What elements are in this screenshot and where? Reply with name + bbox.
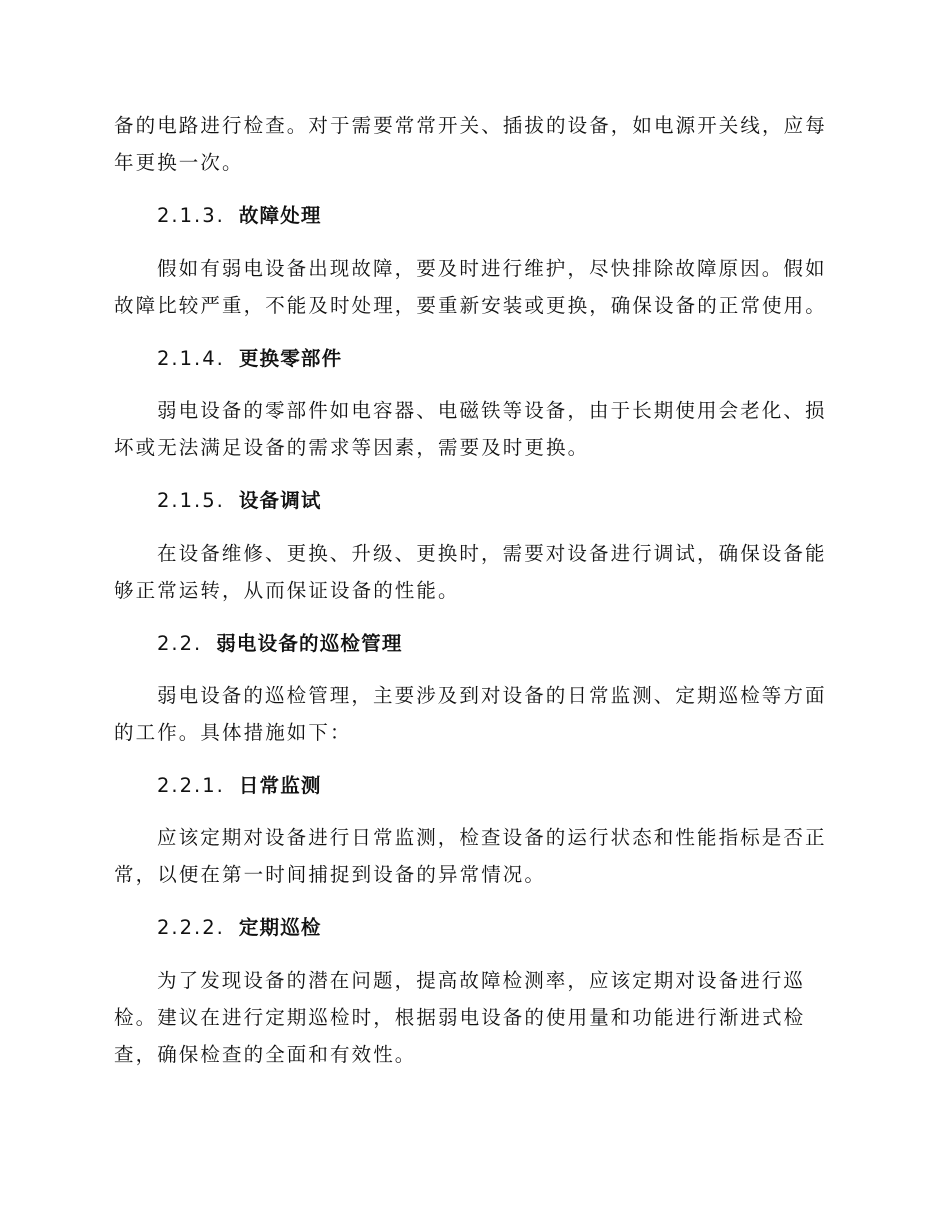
paragraph-line: 查，确保检查的全面和有效性。 [114,1043,417,1066]
section-title: 定期巡检 [238,916,322,939]
paragraph-line: 备的电路进行检查。对于需要常常开关、插拔的设备，如电源开关线，应每 [114,114,827,137]
paragraph-line: 假如有弱电设备出现故障，要及时进行维护，尽快排除故障原因。假如 [157,257,827,280]
paragraph-line: 弱电设备的零部件如电容器、电磁铁等设备，由于长期使用会老化、损 [157,399,827,422]
paragraph-line: 在设备维修、更换、升级、更换时，需要对设备进行调试，确保设备能 [157,542,827,565]
paragraph-line: 为了发现设备的潜在问题，提高故障检测率，应该定期对设备进行巡 [157,969,806,992]
section-number: 2.2.2. [157,916,225,939]
paragraph-line: 坏或无法满足设备的需求等因素，需要及时更换。 [114,436,590,459]
paragraph-line: 的工作。具体措施如下： [114,721,352,744]
section-title: 弱电设备的巡检管理 [216,632,403,655]
paragraph-line: 应该定期对设备进行日常监测，检查设备的运行状态和性能指标是否正 [157,826,827,849]
paragraph-line: 检。建议在进行定期巡检时，根据弱电设备的使用量和功能进行渐进式检 [114,1006,806,1029]
section-heading [157,916,322,940]
section-number: 2.1.5. [157,489,225,512]
section-heading [157,774,322,798]
section-heading [157,347,342,371]
paragraph-line: 弱电设备的巡检管理，主要涉及到对设备的日常监测、定期巡检等方面 [157,684,827,707]
section-heading [157,204,322,228]
section-heading [157,632,403,656]
section-heading [157,489,322,513]
section-title: 设备调试 [238,489,322,512]
section-title: 更换零部件 [238,347,343,370]
section-title: 日常监测 [238,774,322,797]
section-number: 2.2.1. [157,774,225,797]
paragraph-line: 够正常运转，从而保证设备的性能。 [114,579,460,602]
paragraph-line: 常，以便在第一时间捕捉到设备的异常情况。 [114,863,547,886]
section-number: 2.1.3. [157,204,225,227]
section-title: 故障处理 [238,204,322,227]
section-number: 2.1.4. [157,347,225,370]
section-number: 2.2. [157,632,203,655]
paragraph-line: 故障比较严重，不能及时处理，要重新安装或更换，确保设备的正常使用。 [114,294,827,317]
paragraph-line: 年更换一次。 [114,151,244,174]
